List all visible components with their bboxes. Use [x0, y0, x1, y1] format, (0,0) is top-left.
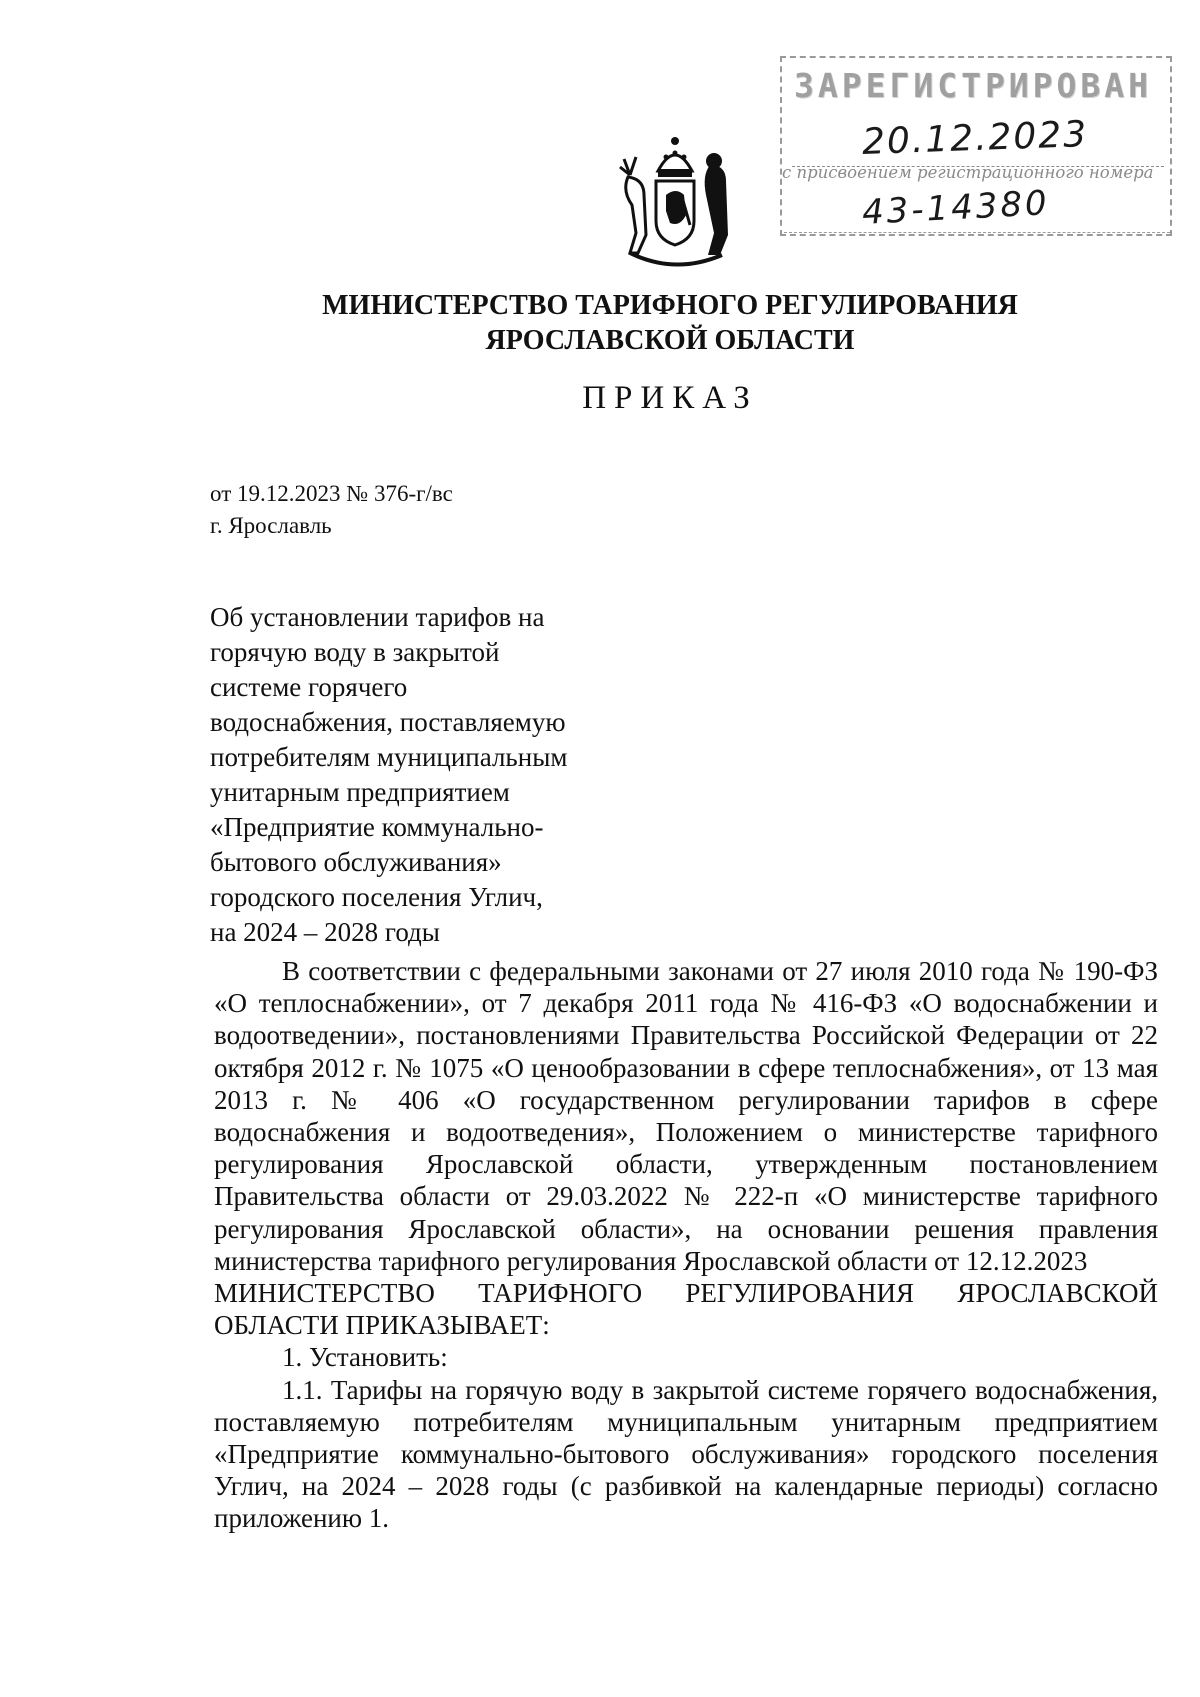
- document-subject: [210, 600, 567, 950]
- subject-line: Об установлении тарифов на: [210, 602, 545, 632]
- coat-of-arms-emblem: [610, 135, 740, 270]
- ministry-line-2: ЯРОСЛАВСКОЙ ОБЛАСТИ: [485, 325, 855, 356]
- subject-line: потребителям муниципальным: [210, 742, 568, 772]
- stamp-bottom-line: [784, 232, 1170, 233]
- subject-line: водоснабжения, поставляемую: [210, 707, 566, 737]
- document-meta: [210, 478, 453, 542]
- ministry-name: [0, 288, 1200, 358]
- ministry-line-1: МИНИСТЕРСТВО ТАРИФНОГО РЕГУЛИРОВАНИЯ: [322, 290, 1018, 321]
- stamp-title: ЗАРЕГИСТРИРОВАН: [794, 66, 1153, 105]
- subject-line: системе горячего: [210, 672, 408, 702]
- subject-line: на 2024 – 2028 годы: [210, 917, 440, 947]
- preamble-paragraph: В соответствии с федеральными законами от 27 июля 2010 года № 190-ФЗ «О теплоснабжении», от 7 декабря 2011 года № 416-ФЗ «О водоснабжении и водоотведении», постановлениями Правительства Российской Федерации от 22 октября 2012 г. № 1075 «О ценообразовании в сфере теплоснабжения», от 13 мая 2013 г. № 406 «О государственном регулировании тарифов в сфере водоснабжения и водоотведения», Положением о министерстве тарифного регулирования Ярославской области, утвержденным постановлением Правительства области от 29.03.2022 № 222-п «О министерстве тарифного регулирования Ярославской области», на основании решения правления министерства тарифного регулирования Ярославской области от 12.12.2023: [214, 956, 1158, 1276]
- document-type-title: ПРИКАЗ: [582, 380, 758, 416]
- subject-line: городского поселения Углич,: [210, 882, 543, 912]
- decree-statement: МИНИСТЕРСТВО ТАРИФНОГО РЕГУЛИРОВАНИЯ ЯРОСЛАВСКОЙ ОБЛАСТИ ПРИКАЗЫВАЕТ:: [214, 1278, 1158, 1341]
- item-1-1: 1.1. Тарифы на горячую воду в закрытой системе горячего водоснабжения, поставляемую потребителям муниципальным унитарным предприятием «Предприятие коммунально-бытового обслуживания» городского поселения Углич, на 2024 – 2028 годы (с разбивкой на календарные периоды) согласно приложению 1.: [214, 1374, 1158, 1534]
- subject-line: бытового обслуживания»: [210, 847, 502, 877]
- document-body: [214, 955, 1158, 1535]
- stamp-date: 20.12.2023: [861, 114, 1089, 163]
- subject-line: «Предприятие коммунально-: [210, 812, 544, 842]
- document-date-number: от 19.12.2023 № 376-г/вс: [210, 481, 453, 506]
- subject-line: унитарным предприятием: [210, 777, 510, 807]
- item-1: 1. Установить:: [282, 1342, 448, 1373]
- stamp-reg-number: 43-14380: [861, 183, 1051, 233]
- subject-line: горячую воду в закрытой: [210, 637, 500, 667]
- stamp-caption: с присвоением регистрационного номера: [782, 163, 1154, 182]
- document-city: г. Ярославль: [210, 513, 332, 538]
